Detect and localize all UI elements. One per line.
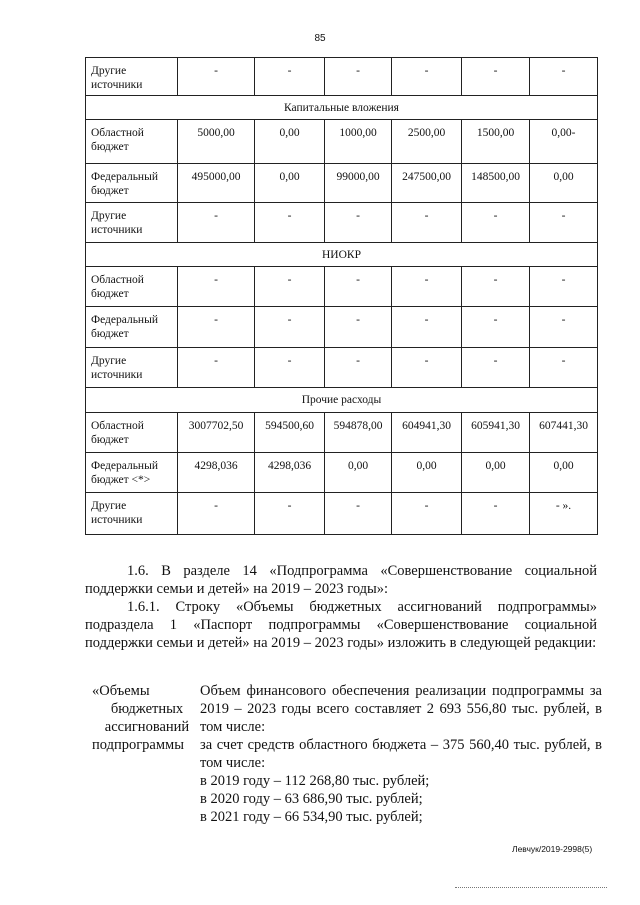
budget-allocations-label [92,682,202,754]
table-cell: 148500,00 [462,164,530,203]
table-row [86,453,598,493]
row-label: Другие источники [86,58,178,96]
table-cell: - [462,267,530,307]
table-row [86,267,598,307]
table-cell: - [530,267,598,307]
table-cell: - [530,348,598,388]
label-line: ассигнований [104,719,190,735]
table-row [86,120,598,164]
page-number: 85 [314,33,326,44]
table-cell: 604941,30 [392,413,462,453]
table-cell: 0,00 [255,164,325,203]
paragraph-1-6-1-text: 1.6.1. Строку «Объемы бюджетных ассигнований подпрограммы» подраздела 1 «Паспорт подпрограммы «Совершенствование социальной поддержки семьи и детей» на 2019 – 2023 годы» изложить в следующей редакции: [85,599,597,651]
row-label: Другие источники [86,348,178,388]
table-cell: - [255,493,325,535]
table-cell: 99000,00 [325,164,392,203]
table-section-row [86,96,598,120]
table-cell: - [255,348,325,388]
table-row [86,307,598,348]
table-cell: 495000,00 [178,164,255,203]
table-row [86,493,598,535]
row-label: Областной бюджет [86,413,178,453]
table-cell: 3007702,50 [178,413,255,453]
table-cell: 0,00 [530,453,598,493]
paragraph-1-6-text: 1.6. В разделе 14 «Подпрограмма «Совершенствование социальной поддержки семьи и детей» на 2019 – 2023 годы»: [85,563,597,597]
table-cell: 2500,00 [392,120,462,164]
table-cell: - [178,493,255,535]
row-label: Областной бюджет [86,267,178,307]
table-cell: - [325,493,392,535]
table-cell: 0,00 [325,453,392,493]
table-section-row [86,243,598,267]
table-cell: - [255,267,325,307]
table-cell: 605941,30 [462,413,530,453]
allocation-line: в 2020 году – 63 686,90 тыс. рублей; [200,791,423,807]
table-cell: - [392,203,462,243]
scan-mark [455,887,607,888]
table-cell: - [325,58,392,96]
paragraph-1-6-1 [85,598,597,652]
allocation-line: Объем финансового обеспечения реализации подпрограммы за 2019 – 2023 годы всего составляет 2 693 556,80 тыс. рублей, в том числе: [200,683,602,735]
label-line: подпрограммы [92,737,184,753]
table-cell: - [392,493,462,535]
table-row [86,348,598,388]
budget-allocations-text [200,682,602,826]
table-cell: 0,00 [392,453,462,493]
table-cell: 0,00 [255,120,325,164]
allocation-line: за счет средств областного бюджета – 375 560,40 тыс. рублей, в том числе: [200,737,602,771]
section-title: Прочие расходы [86,388,598,413]
table-cell: - [255,203,325,243]
row-label: Федеральный бюджет [86,307,178,348]
table-cell: 1500,00 [462,120,530,164]
row-label: Областной бюджет [86,120,178,164]
row-label: Федеральный бюджет [86,164,178,203]
table-cell: - [530,307,598,348]
table-cell: 594500,60 [255,413,325,453]
table-cell: - [325,307,392,348]
section-title: Капитальные вложения [86,96,598,120]
budget-table [85,57,598,535]
table-cell: - [462,348,530,388]
document-code: Левчук/2019-2998(5) [512,844,593,854]
table-cell: 607441,30 [530,413,598,453]
table-cell: - [462,203,530,243]
table-cell: - [178,348,255,388]
table-cell: 1000,00 [325,120,392,164]
table-cell: - [462,307,530,348]
section-title: НИОКР [86,243,598,267]
table-cell: - [392,267,462,307]
table-cell: - [530,58,598,96]
table-cell: - [325,348,392,388]
table-cell: 247500,00 [392,164,462,203]
table-cell: - [530,203,598,243]
table-cell: - [325,267,392,307]
table-cell: - [392,307,462,348]
table-row [86,58,598,96]
table-cell: 4298,036 [178,453,255,493]
table-cell: - [178,58,255,96]
table-cell: - [462,493,530,535]
label-line: бюджетных [110,701,184,717]
allocation-line: в 2019 году – 112 268,80 тыс. рублей; [200,773,430,789]
table-cell: - [392,58,462,96]
table-cell: - [462,58,530,96]
table-cell: 4298,036 [255,453,325,493]
table-cell: 0,00 [530,164,598,203]
table-cell: - [255,307,325,348]
table-cell: 0,00 [462,453,530,493]
allocation-line: в 2021 году – 66 534,90 тыс. рублей; [200,809,423,825]
row-label: Другие источники [86,203,178,243]
paragraph-1-6 [85,562,597,598]
table-cell: - [178,267,255,307]
table-cell: 5000,00 [178,120,255,164]
table-row [86,413,598,453]
table-cell: - ». [530,493,598,535]
table-cell: - [392,348,462,388]
table-cell: 594878,00 [325,413,392,453]
row-label: Другие источники [86,493,178,535]
table-cell: - [178,203,255,243]
table-cell: - [178,307,255,348]
table-cell: - [255,58,325,96]
table-row [86,164,598,203]
table-cell: - [325,203,392,243]
table-section-row [86,388,598,413]
table-cell: 0,00- [530,120,598,164]
table-row [86,203,598,243]
label-line: «Объемы [92,683,150,699]
row-label: Федеральный бюджет <*> [86,453,178,493]
